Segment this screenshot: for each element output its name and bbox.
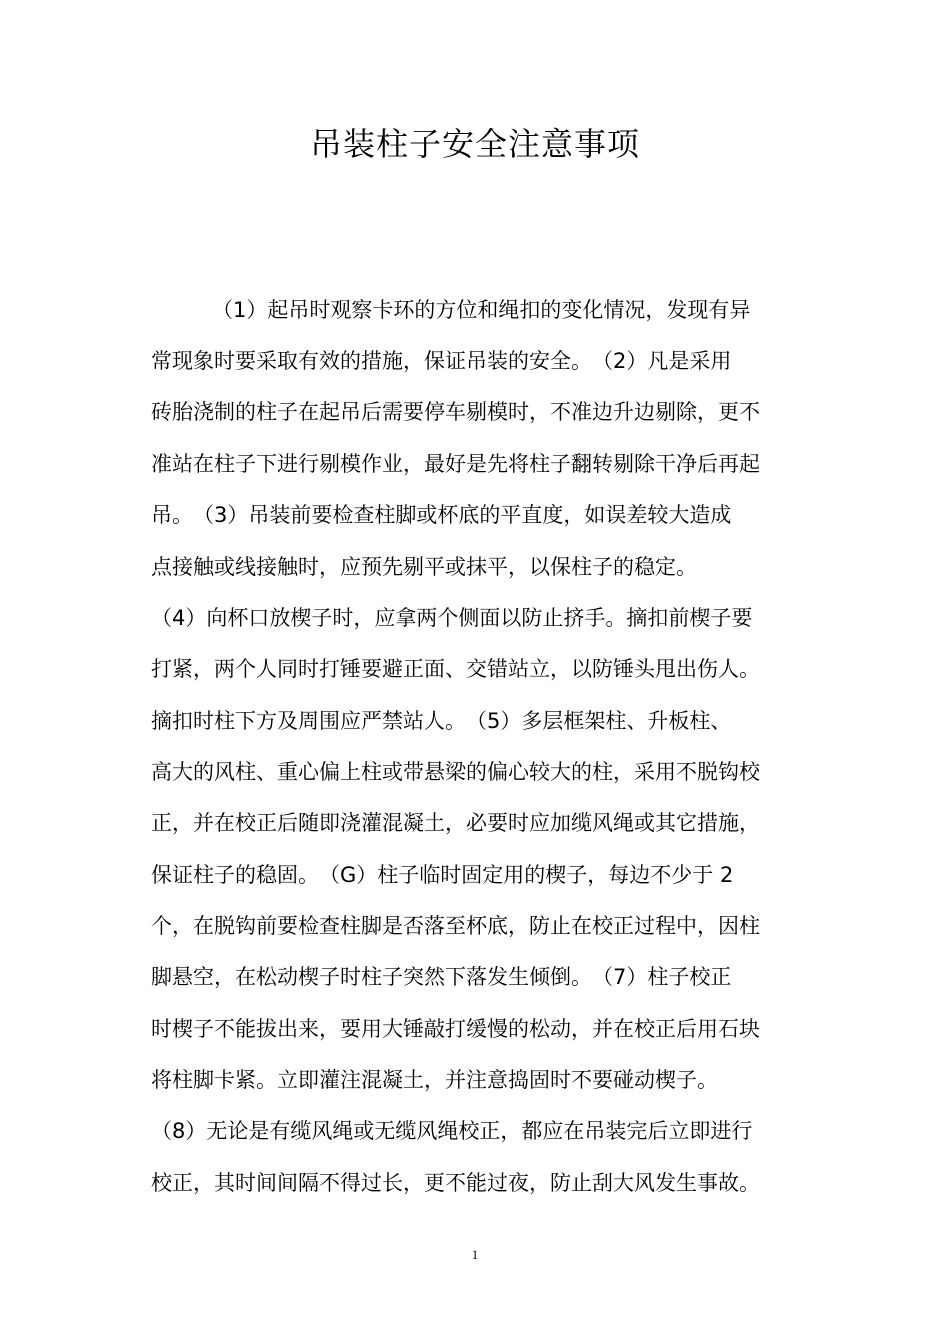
body-line: 吊。 （3）吊装前要检查柱脚或杯底的平直度，如误差较大造成 (151, 503, 732, 527)
page-number: 1 (471, 1247, 479, 1262)
body-line: 点接触或线接触时，应预先剔平或抹平，以保柱子的稳定。 (151, 555, 697, 579)
body-line: 正，并在校正后随即浇灌混凝土，必要时应加缆风绳或其它措施， (151, 811, 760, 835)
body-line: 准站在柱子下进行剔模作业，最好是先将柱子翻转剔除干净后再起 (151, 452, 760, 476)
body-line: 脚悬空，在松动楔子时柱子突然下落发生倾倒。 （7）柱子校正 (151, 965, 732, 989)
body-line: （4）向杯口放楔子时，应拿两个侧面以防止挤手。摘扣前楔子要 (151, 606, 753, 630)
body-line: 将柱脚卡紧。立即灌注混凝土，并注意捣固时不要碰动楔子。 (151, 1068, 718, 1092)
body-line: （8）无论是有缆风绳或无缆风绳校正，都应在吊装完后立即进行 (151, 1119, 753, 1143)
body-line: 时楔子不能拔出来，要用大锤敲打缓慢的松动，并在校正后用石块 (151, 1017, 760, 1041)
body-line: 个，在脱钩前要检查柱脚是否落至杯底，防止在校正过程中，因柱 (151, 914, 760, 938)
body-line: （1）起吊时观察卡环的方位和绳扣的变化情况，发现有异 (212, 298, 751, 322)
page-title: 吊装柱子安全注意事项 (309, 125, 640, 163)
body-line: 常现象时要采取有效的措施，保证吊装的安全。 （2）凡是采用 (151, 349, 732, 373)
body-line: 摘扣时柱下方及周围应严禁站人。 （5）多层框架柱、升板柱、 (151, 709, 732, 733)
body-line: 高大的风柱、重心偏上柱或带悬梁的偏心较大的柱，采用不脱钩校 (151, 760, 760, 784)
body-line: 打紧，两个人同时打锤要避正面、交错站立，以防锤头甩出伤人。 (151, 657, 760, 681)
body-line: 保证柱子的稳固。 （G）柱子临时固定用的楔子，每边不少于 2 (151, 863, 734, 887)
body-line: 砖胎浇制的柱子在起吊后需要停车剔模时，不准边升边剔除，更不 (151, 400, 760, 424)
body-line: 校正，其时间间隔不得过长，更不能过夜，防止刮大风发生事故。 (151, 1171, 760, 1195)
